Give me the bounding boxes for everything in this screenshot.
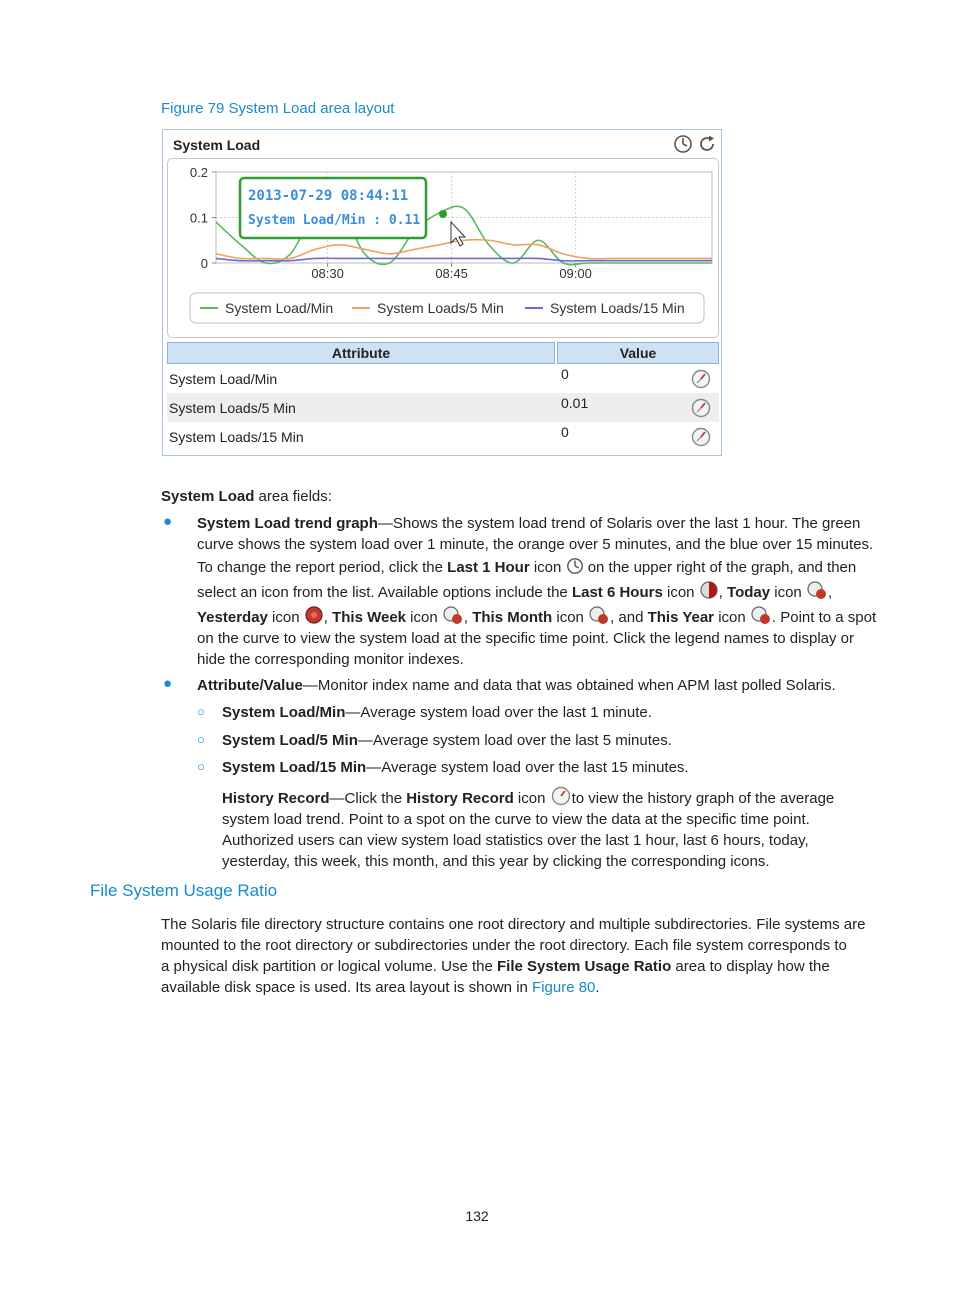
attribute-cell: System Loads/15 Min — [169, 428, 304, 445]
sub-bullet-icon: ○ — [197, 704, 205, 719]
refresh-icon[interactable] — [697, 134, 717, 154]
history-record-icon[interactable] — [691, 369, 711, 389]
bullet-icon: ● — [163, 513, 173, 530]
y-tick-label: 0.1 — [189, 210, 208, 226]
this-month-icon — [588, 605, 610, 625]
hover-point — [439, 210, 447, 218]
attribute-cell: System Loads/5 Min — [167, 393, 555, 422]
figure-80-link[interactable]: Figure 80 — [532, 979, 596, 996]
fields-intro: System Load area fields: — [161, 488, 332, 505]
yesterday-icon — [304, 605, 324, 625]
sub-item-load-15min: System Load/15 Min—Average system load over the last 15 minutes. — [222, 759, 689, 776]
today-icon — [806, 580, 828, 600]
tooltip-value: System Load/Min : 0.11 — [248, 213, 421, 228]
chart-area — [167, 158, 719, 338]
attribute-cell: System Load/Min — [169, 370, 278, 387]
value-text: 0.01 — [561, 395, 589, 411]
panel-title: System Load — [173, 137, 261, 153]
value-cell — [557, 364, 719, 393]
bullet-attribute-value: Attribute/Value—Monitor index name and data that was obtained when APM last polled Solaris. — [197, 677, 836, 694]
value-cell — [557, 422, 719, 451]
legend-label[interactable]: System Loads/15 Min — [550, 300, 685, 316]
x-tick-label: 09:00 — [559, 266, 592, 281]
value-header: Value — [557, 342, 719, 364]
sub-item-load-min: System Load/Min—Average system load over the last 1 minute. — [222, 704, 652, 721]
attribute-table — [167, 342, 719, 451]
bullet-icon: ● — [163, 675, 173, 692]
sub-item-load-5min: System Load/5 Min—Average system load over the last 5 minutes. — [222, 732, 672, 749]
this-year-icon — [750, 605, 772, 625]
figure-caption: Figure 79 System Load area layout — [161, 100, 395, 117]
value-cell — [557, 393, 719, 422]
sub-bullet-icon: ○ — [197, 732, 205, 747]
x-tick-label: 08:45 — [435, 266, 468, 281]
history-record-paragraph: History Record—Click the History Record icon to view the history graph of the average system load trend. Point to a spot on the curve to view the data at the specific time point. Authorized users can view system load statistics over the last 1 hour, last 6 hours, today, yesterday, this week, this month, and this year by clicking the corresponding icons. — [222, 786, 872, 872]
chart-tooltip — [240, 178, 426, 238]
bullet-trend-graph: System Load trend graph—Shows the system load trend of Solaris over the last 1 hour. The green curve shows the system load over 1 minute, the orange over 5 minutes, and the blue over 15 minutes. To change the report period, click the Last 1 Hour icon on the upper right of the graph, and then select an icon from the list. Available options include the Last 6 Hours icon , Today icon , Yesterday icon , This Week icon , This Month icon , and This Year icon . Point to a spot on the curve to view the system load at the specific time point. Click the legend names to display or hide the corresponding monitor indexes. — [197, 515, 877, 668]
y-tick-label: 0.2 — [189, 165, 208, 180]
section-title: File System Usage Ratio — [90, 881, 278, 900]
table-row — [167, 364, 719, 393]
legend-label[interactable]: System Loads/5 Min — [377, 300, 504, 316]
history-record-icon — [550, 786, 572, 806]
tooltip-box — [240, 178, 426, 238]
x-tick-label: 08:30 — [311, 266, 344, 281]
system-load-chart[interactable] — [168, 159, 720, 339]
page-number: 132 — [465, 1208, 489, 1224]
clock-icon — [566, 557, 584, 575]
this-week-icon — [442, 605, 464, 625]
last-6-hours-icon — [699, 580, 719, 600]
y-tick-label: 0 — [200, 256, 208, 271]
sub-bullet-icon: ○ — [197, 759, 205, 774]
file-system-paragraph: The Solaris file directory structure contains one root directory and multiple subdirectories. File systems are mounted to the root directory or subdirectories under the root directory. Each file system corresponds to a physical disk partition or logical volume. Use the File System Usage Ratio area to display how the available disk space is used. Its area layout is shown in Figure 80. — [161, 916, 866, 996]
table-row — [167, 393, 719, 422]
history-record-icon[interactable] — [691, 398, 711, 418]
attribute-header: Attribute — [167, 342, 555, 364]
history-record-icon[interactable] — [691, 427, 711, 447]
panel-tools — [673, 134, 717, 154]
system-load-panel — [162, 129, 722, 456]
clock-icon[interactable] — [673, 134, 693, 154]
value-text: 0 — [561, 366, 569, 382]
series-line[interactable] — [216, 240, 712, 259]
table-row — [167, 422, 719, 451]
value-text: 0 — [561, 424, 569, 440]
tooltip-time: 2013-07-29 08:44:11 — [248, 188, 409, 204]
legend-label[interactable]: System Load/Min — [225, 300, 334, 316]
